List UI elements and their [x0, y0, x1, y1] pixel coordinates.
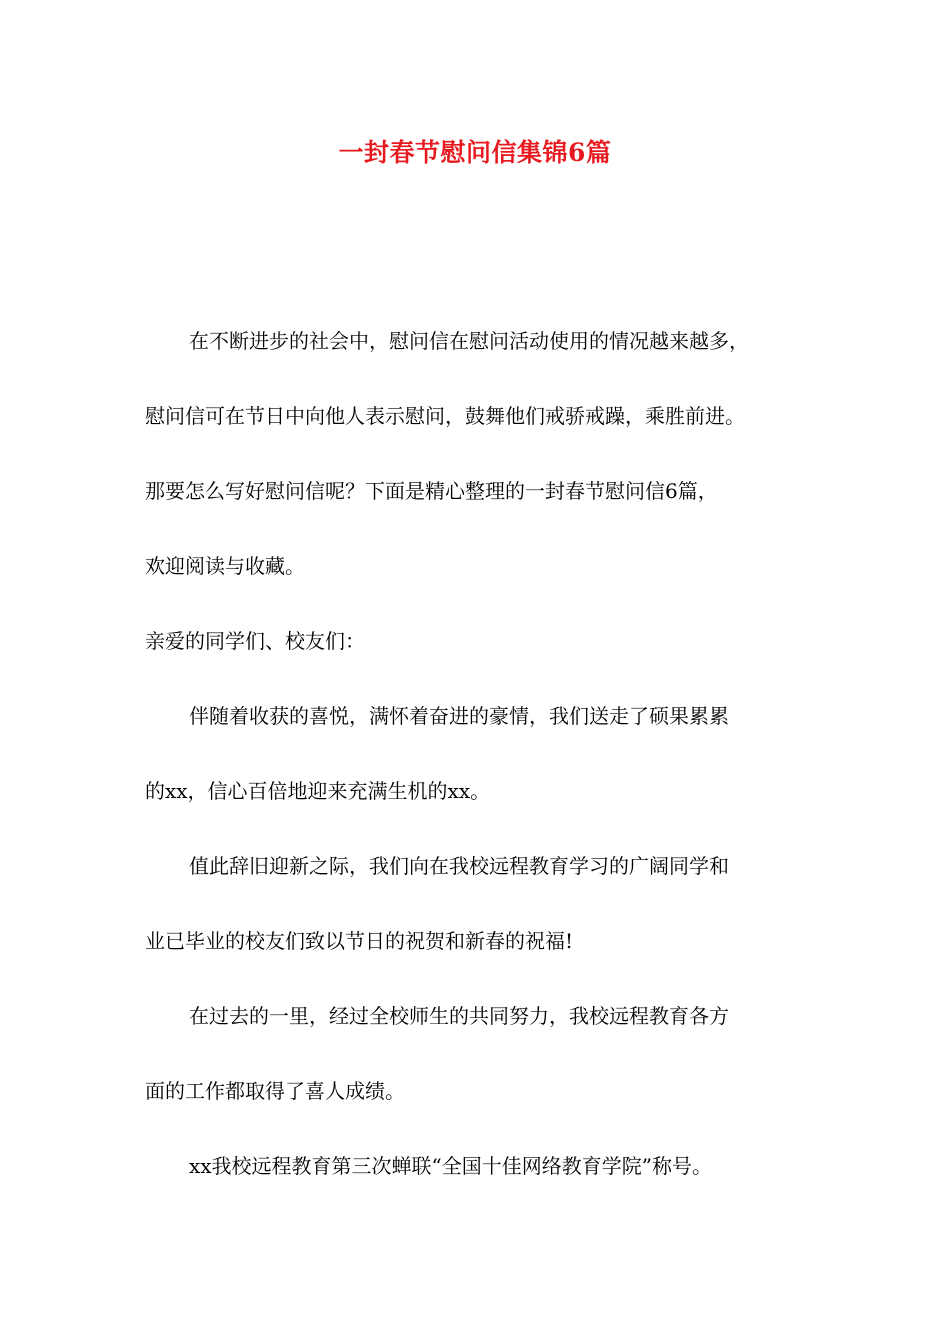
body-line-4: 欢迎阅读与收藏。	[145, 554, 305, 578]
body-line-9: 业已毕业的校友们致以节日的祝贺和新春的祝福!	[145, 929, 574, 953]
body-line-1: 在不断进步的社会中，慰问信在慰问活动使用的情况越来越多，	[189, 329, 749, 353]
body-line-11: 面的工作都取得了喜人成绩。	[145, 1079, 405, 1103]
body-line-7: 的xx，信心百倍地迎来充满生机的xx。	[145, 779, 491, 803]
document-title: 一封春节慰问信集锦6篇	[338, 138, 612, 167]
body-line-12: xx我校远程教育第三次蝉联“全国十佳网络教育学院”称号。	[189, 1154, 713, 1178]
body-line-2: 慰问信可在节日中向他人表示慰问，鼓舞他们戒骄戒躁，乘胜前进。	[145, 404, 745, 428]
body-line-10: 在过去的一里，经过全校师生的共同努力，我校远程教育各方	[189, 1004, 729, 1028]
body-line-3: 那要怎么写好慰问信呢？下面是精心整理的一封春节慰问信6篇，	[145, 479, 718, 503]
body-line-6: 伴随着收获的喜悦，满怀着奋进的豪情，我们送走了硕果累累	[189, 704, 729, 728]
body-line-8: 值此辞旧迎新之际，我们向在我校远程教育学习的广阔同学和	[189, 854, 729, 878]
salutation-line: 亲爱的同学们、校友们：	[145, 629, 365, 653]
